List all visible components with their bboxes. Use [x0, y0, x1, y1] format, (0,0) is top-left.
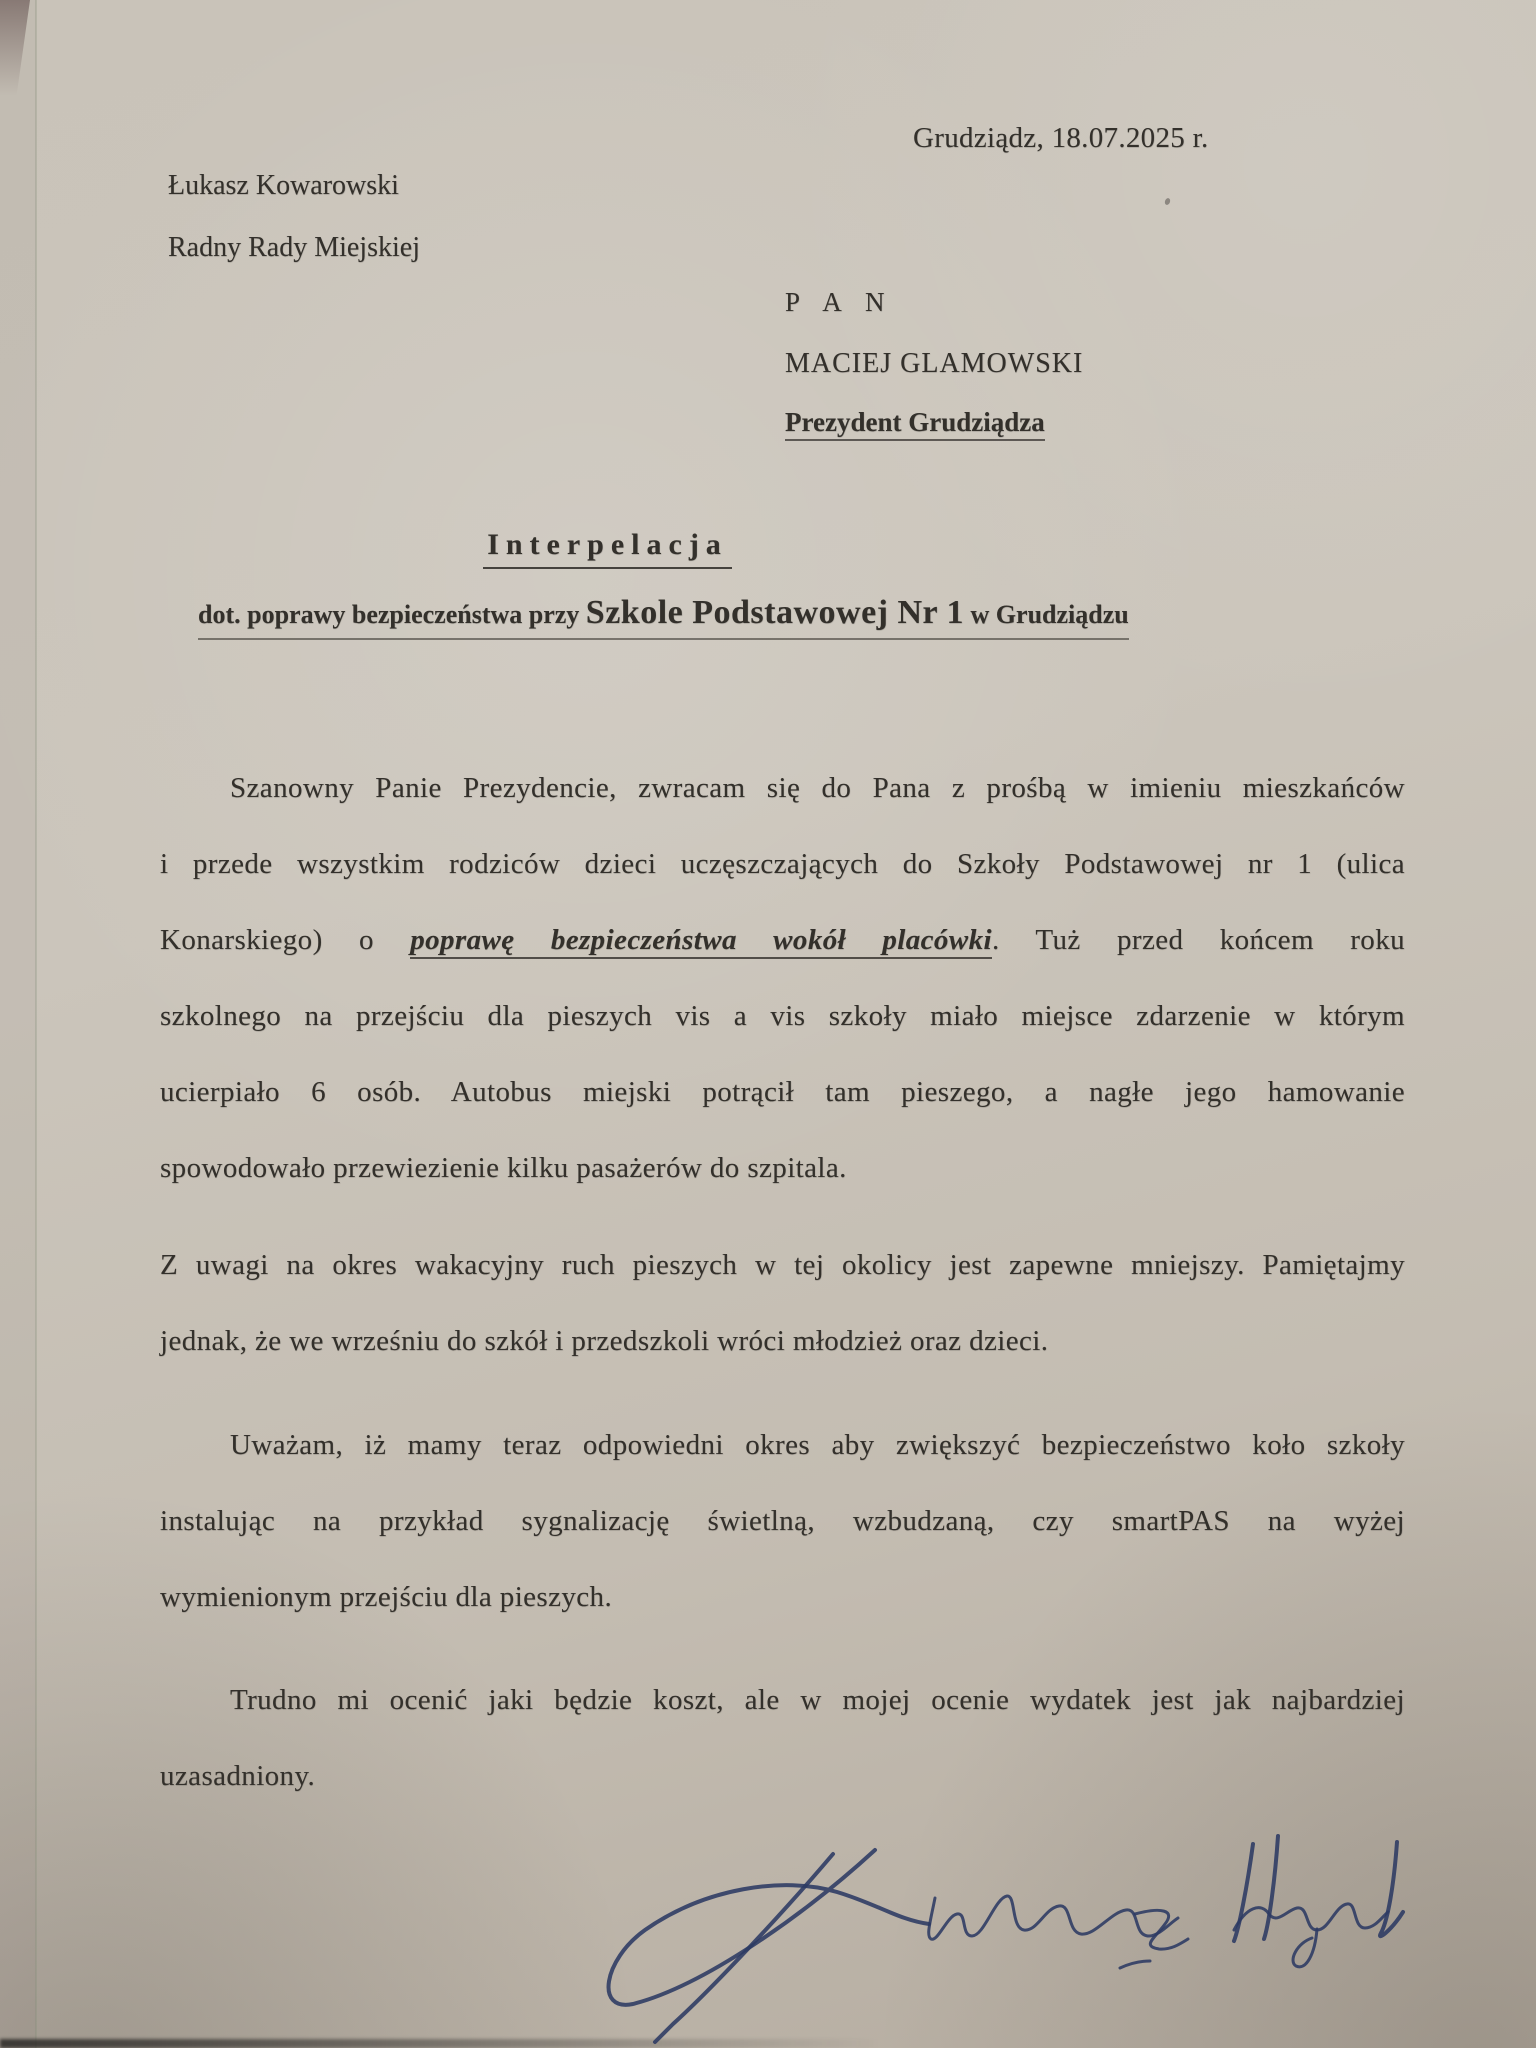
paragraph-1 — [160, 750, 1405, 1206]
body-line-segment: Konarskiego) o — [160, 924, 411, 956]
document-title — [0, 528, 1215, 569]
body-line: Szanowny Panie Prezydencie, zwracam się do Pana z prośbą w imieniu mieszkańców — [230, 772, 1405, 804]
body-line — [160, 902, 1405, 978]
subject-prefix: dot. poprawy bezpieczeństwa przy — [198, 600, 586, 629]
body-line-segment: . Tuż przed końcem roku — [991, 924, 1405, 956]
paper-left-edge-shade — [0, 0, 36, 2048]
body-line: i przede wszystkim rodziców dzieci uczęszczających do Szkoły Podstawowej nr 1 (ulica — [160, 848, 1405, 880]
letter-date: Grudziądz, 18.07.2025 r. — [913, 122, 1209, 154]
document-title-text: Interpelacja — [483, 528, 732, 569]
paper-edge-line — [35, 0, 37, 2048]
paragraph-3 — [160, 1407, 1405, 1635]
paragraph-2 — [160, 1227, 1405, 1379]
body-line: Z uwagi na okres wakacyjny ruch pieszych w tej okolicy jest zapewne mniejszy. Pamiętajmy — [160, 1249, 1405, 1281]
paper-speck — [1164, 197, 1171, 205]
emphasized-phrase: poprawę bezpieczeństwa wokół placówki — [410, 924, 992, 959]
body-line: Uważam, iż mamy teraz odpowiedni okres aby zwiększyć bezpieczeństwo koło szkoły — [230, 1429, 1405, 1461]
subject-line — [198, 594, 1129, 640]
body-line: szkolnego na przejściu dla pieszych vis a vis szkoły miało miejsce zdarzenie w którym — [160, 1000, 1405, 1032]
handwritten-signature — [575, 1828, 1437, 2048]
recipient-title-text: Prezydent Grudziądza — [785, 407, 1045, 441]
subject-emphasis: Szkole Podstawowej Nr 1 — [585, 594, 965, 631]
recipient-name: MACIEJ GLAMOWSKI — [785, 348, 1084, 379]
body-line: ucierpiało 6 osób. Autobus miejski potrącił tam pieszego, a nagłe jego hamowanie — [160, 1076, 1405, 1108]
body-line: jednak, że we wrześniu do szkół i przedszkoli wróci młodzież oraz dzieci. — [160, 1325, 1049, 1357]
signature-drawing — [575, 1828, 1437, 2048]
paragraph-4 — [160, 1662, 1405, 1814]
body-line: Trudno mi ocenić jaki będzie koszt, ale w mojej ocenie wydatek jest jak najbardziej — [230, 1684, 1405, 1716]
sender-name: Łukasz Kowarowski — [168, 170, 399, 201]
body-line: wymienionym przejściu dla pieszych. — [160, 1581, 613, 1613]
body-line: uzasadniony. — [160, 1760, 316, 1792]
recipient-block — [785, 286, 1083, 438]
recipient-salutation: P A N — [785, 287, 894, 317]
recipient-title — [785, 406, 1083, 438]
sender-role: Radny Rady Miejskiej — [168, 232, 420, 263]
sender-block — [168, 170, 420, 264]
subject-suffix: w Grudziądzu — [964, 600, 1129, 629]
body-line: instalując na przykład sygnalizację świetlną, wzbudzaną, czy smartPAS na wyżej — [160, 1505, 1405, 1537]
body-line: spowodowało przewiezienie kilku pasażerów do szpitala. — [160, 1152, 847, 1184]
